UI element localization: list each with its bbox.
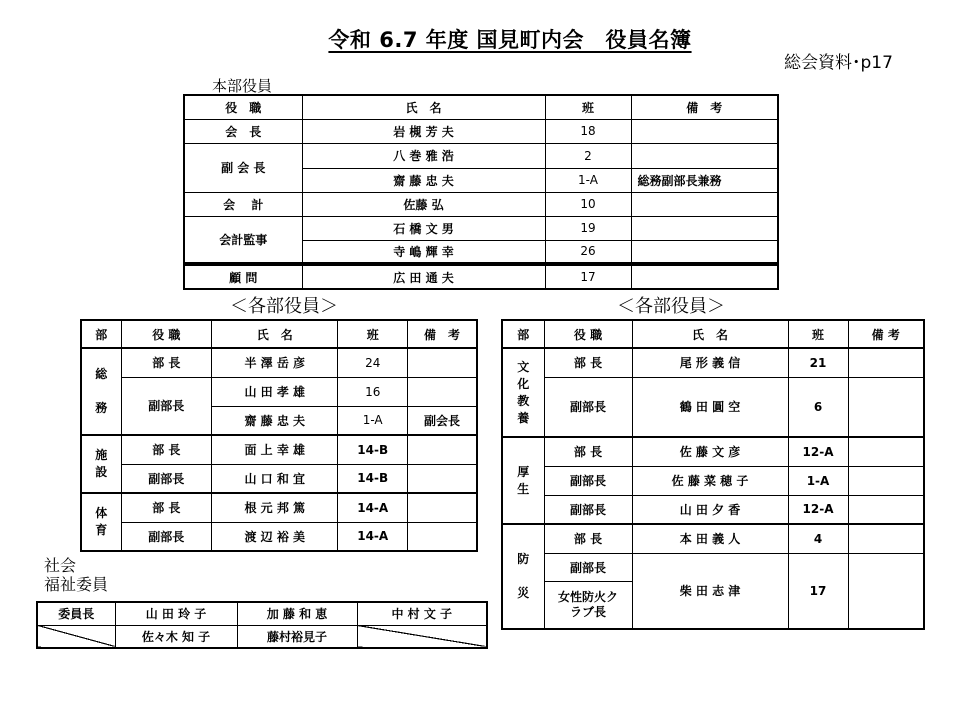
name-cell: 岩 槻 芳 夫 (302, 119, 545, 143)
role-cell: 副部長 (121, 377, 212, 435)
role-cell: 部 長 (544, 348, 632, 377)
table-row (502, 377, 924, 437)
name-cell: 山 口 和 宜 (212, 464, 338, 493)
note-cell (631, 192, 778, 216)
name-cell: 寺 嶋 輝 幸 (302, 240, 545, 264)
table-header-row (502, 320, 924, 348)
header-name: 氏 名 (212, 320, 338, 348)
header-role: 役 職 (544, 320, 632, 348)
han-cell: 14-A (338, 522, 408, 551)
table-row (184, 192, 778, 216)
note-cell: 副会長 (407, 406, 477, 435)
page-title: 令和 6.7 年度 国見町内会 役員名簿 (328, 28, 692, 52)
note-cell (631, 240, 778, 264)
han-cell: 10 (545, 192, 631, 216)
name-cell: 根 元 邦 篤 (212, 493, 338, 522)
role-cell: 副部長 (544, 377, 632, 437)
table-row (81, 435, 477, 464)
dept-soumu: 総 務 (81, 348, 121, 435)
note-cell (407, 377, 477, 406)
han-cell: 18 (545, 119, 631, 143)
header-name: 氏 名 (302, 95, 545, 119)
name-cell: 鶴 田 圓 空 (632, 377, 788, 437)
document-reference: 総会資料･p17 (784, 53, 893, 73)
name-cell: 佐々木 知 子 (115, 625, 237, 648)
note-cell (407, 493, 477, 522)
han-cell: 26 (545, 240, 631, 264)
departments-table-right (501, 319, 925, 630)
table-row (502, 495, 924, 524)
note-cell (407, 464, 477, 493)
header-han: 班 (338, 320, 408, 348)
note-cell: 総務副部長兼務 (631, 168, 778, 192)
role-cell: 副部長 (544, 495, 632, 524)
han-cell: 1-A (338, 406, 408, 435)
header-han: 班 (788, 320, 848, 348)
dept-taiiku: 体 育 (81, 493, 121, 551)
header-role: 役 職 (184, 95, 302, 119)
note-cell (407, 522, 477, 551)
name-cell: 尾 形 義 信 (632, 348, 788, 377)
dept-bunka: 文 化 教 養 (502, 348, 544, 437)
table-row (81, 348, 477, 377)
header-role: 役 職 (121, 320, 212, 348)
table-header-row (184, 95, 778, 119)
han-cell: 4 (788, 524, 848, 553)
table-row (81, 522, 477, 551)
role-cell: 部 長 (121, 435, 212, 464)
name-cell: 半 澤 岳 彦 (212, 348, 338, 377)
note-cell (848, 553, 924, 629)
name-cell: 広 田 通 夫 (302, 264, 545, 289)
table-row (502, 348, 924, 377)
han-cell: 21 (788, 348, 848, 377)
header-note: 備 考 (848, 320, 924, 348)
note-cell (407, 348, 477, 377)
name-cell: 面 上 幸 雄 (212, 435, 338, 464)
header-han: 班 (545, 95, 631, 119)
han-cell: 14-B (338, 464, 408, 493)
note-cell (848, 495, 924, 524)
han-cell: 19 (545, 216, 631, 240)
name-cell: 石 橋 文 男 (302, 216, 545, 240)
role-cell: 副部長 (121, 464, 212, 493)
name-cell: 佐 藤 菜 穂 子 (632, 466, 788, 495)
role-cell: 部 長 (121, 348, 212, 377)
table-row (81, 377, 477, 406)
name-cell: 齋 藤 忠 夫 (302, 168, 545, 192)
table-row (81, 464, 477, 493)
table-row (184, 264, 778, 289)
header-dept: 部 (502, 320, 544, 348)
note-cell (631, 264, 778, 289)
chair-label: 委員長 (37, 602, 115, 625)
note-cell (848, 437, 924, 466)
name-cell: 齋 藤 忠 夫 (212, 406, 338, 435)
han-cell: 12-A (788, 437, 848, 466)
han-cell: 14-B (338, 435, 408, 464)
han-cell: 16 (338, 377, 408, 406)
table-header-row (81, 320, 477, 348)
welfare-label: 社会 福祉委員 (44, 556, 109, 594)
honbu-officers-table (183, 94, 779, 290)
role-cell: 女性防火クラブ長 (544, 581, 632, 629)
empty-cell (37, 625, 115, 648)
han-cell: 1-A (788, 466, 848, 495)
name-cell: 佐藤 弘 (302, 192, 545, 216)
role-cell: 部 長 (544, 437, 632, 466)
han-cell: 12-A (788, 495, 848, 524)
note-cell (407, 435, 477, 464)
name-cell: 中 村 文 子 (357, 602, 487, 625)
table-row (502, 553, 924, 581)
role-cell: 会計監事 (184, 216, 302, 264)
dept-bousai: 防 災 (502, 524, 544, 629)
role-cell: 部 長 (544, 524, 632, 553)
name-cell: 渡 辺 裕 美 (212, 522, 338, 551)
table-row (81, 493, 477, 522)
table-row (502, 524, 924, 553)
han-cell: 17 (788, 553, 848, 629)
welfare-committee-table (36, 601, 488, 649)
empty-cell (357, 625, 487, 648)
note-cell (848, 348, 924, 377)
role-cell: 副部長 (544, 466, 632, 495)
header-name: 氏 名 (632, 320, 788, 348)
bubu-heading-right: ＜各部役員＞ (617, 296, 725, 317)
header-dept: 部 (81, 320, 121, 348)
name-cell: 本 田 義 人 (632, 524, 788, 553)
han-cell: 1-A (545, 168, 631, 192)
table-row (502, 437, 924, 466)
note-cell (848, 524, 924, 553)
departments-table-left (80, 319, 478, 552)
table-row (184, 119, 778, 143)
honbu-label: 本部役員 (212, 77, 273, 95)
han-cell: 14-A (338, 493, 408, 522)
name-cell: 佐 藤 文 彦 (632, 437, 788, 466)
name-cell: 山 田 孝 雄 (212, 377, 338, 406)
table-row (184, 143, 778, 168)
bubu-heading-left: ＜各部役員＞ (230, 296, 338, 317)
role-cell: 会 長 (184, 119, 302, 143)
role-cell: 会 計 (184, 192, 302, 216)
note-cell (848, 377, 924, 437)
han-cell: 17 (545, 264, 631, 289)
dept-kousei: 厚 生 (502, 437, 544, 524)
header-note: 備 考 (407, 320, 477, 348)
name-cell: 山 田 夕 香 (632, 495, 788, 524)
name-cell: 柴 田 志 津 (632, 553, 788, 629)
name-cell: 藤村裕見子 (237, 625, 357, 648)
role-cell: 副 会 長 (184, 143, 302, 192)
table-row (37, 625, 487, 648)
note-cell (848, 466, 924, 495)
header-note: 備 考 (631, 95, 778, 119)
name-cell: 加 藤 和 恵 (237, 602, 357, 625)
dept-shisetsu: 施 設 (81, 435, 121, 493)
note-cell (631, 119, 778, 143)
table-row (37, 602, 487, 625)
role-cell: 副部長 (544, 553, 632, 581)
han-cell: 24 (338, 348, 408, 377)
han-cell: 6 (788, 377, 848, 437)
han-cell: 2 (545, 143, 631, 168)
table-row (184, 216, 778, 240)
table-row (502, 466, 924, 495)
role-cell: 副部長 (121, 522, 212, 551)
note-cell (631, 143, 778, 168)
name-cell: 八 巻 雅 浩 (302, 143, 545, 168)
role-cell: 部 長 (121, 493, 212, 522)
note-cell (631, 216, 778, 240)
role-cell: 顧 問 (184, 264, 302, 289)
name-cell: 山 田 玲 子 (115, 602, 237, 625)
